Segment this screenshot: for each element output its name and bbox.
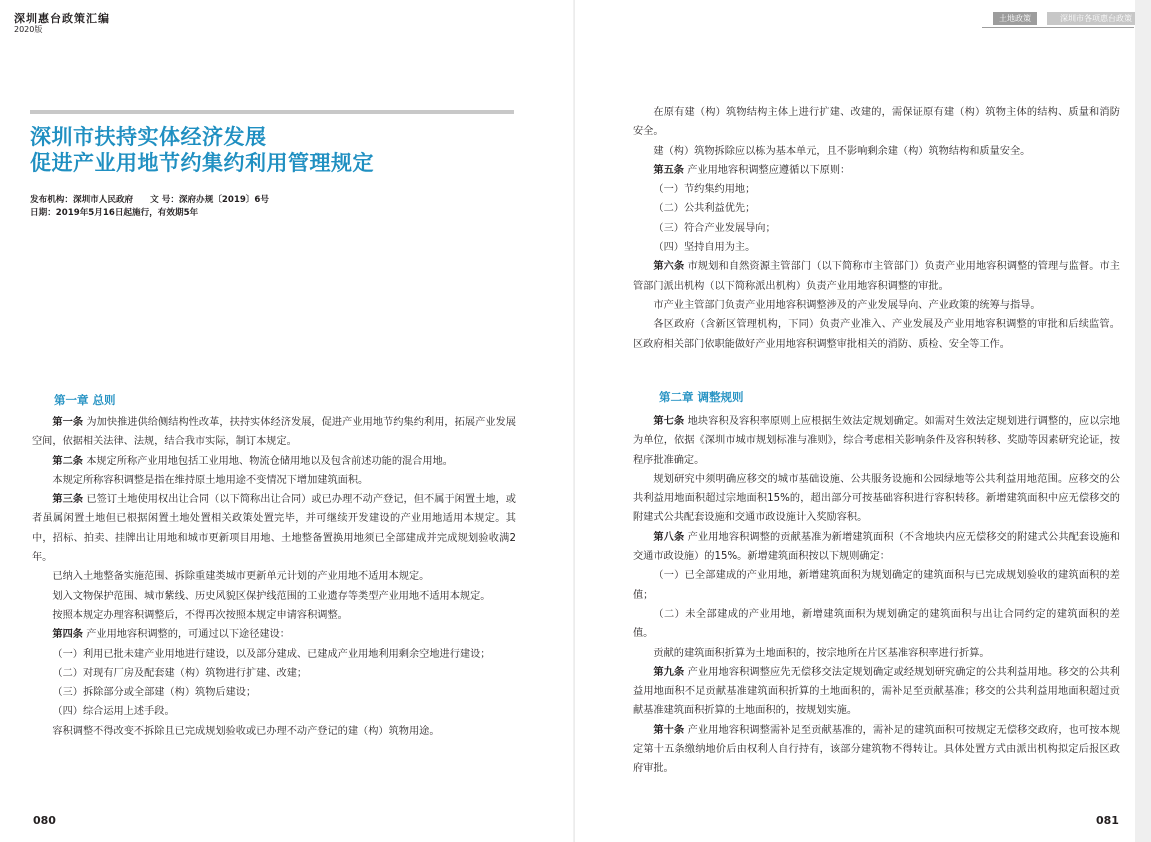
paragraph-text: （三）拆除部分或全部建（构）筑物后建设； [52, 687, 257, 699]
paragraph [633, 257, 1120, 296]
article-number: 第一条 [52, 417, 84, 428]
paragraph-text: 容积调整不得改变不拆除且已完成规划验收或已办理不动产登记的建（构）筑物用途。 [52, 725, 440, 737]
article-number: 第三条 [52, 494, 84, 506]
paragraph-text: 产业用地容积调整的，可通过以下途径建设： [86, 629, 290, 641]
paragraph [32, 702, 516, 721]
paragraph-text: 本规定所称产业用地包括工业用地、物流仓储用地以及包含前述功能的混合用地。 [86, 455, 453, 467]
paragraph [32, 722, 516, 741]
paragraph-text: （二）公共利益优先； [653, 203, 756, 215]
header-rule [982, 27, 1134, 28]
document-title [30, 124, 374, 176]
paragraph-text: （二）未全部建成的产业用地，新增建筑面积为规划确定的建筑面积与出让合同约定的建筑面积的差值。 [633, 608, 1120, 640]
paragraph [633, 161, 1120, 180]
right-top-body [633, 103, 1120, 354]
paragraph-text: 产业用地容积调整需补足至贡献基准的，需补足的建筑面积可按规定无偿移交政府，也可按本规定第十五条缴纳地价后由权利人自行持有，该部分建筑物不得转让。具体处置方式由派出机构拟定后报区政府审批。 [633, 724, 1120, 775]
paragraph-text: 本规定所称容积调整是指在维持原土地用途不变情况下增加建筑面积。 [52, 474, 369, 486]
paragraph [633, 644, 1120, 663]
subcategory-tag: 深圳市各项惠台政策 [1047, 12, 1145, 25]
paragraph [633, 663, 1120, 721]
paragraph-text: （二）对现有厂房及配套建（构）筑物进行扩建、改建； [52, 667, 308, 679]
paragraph-text: 贡献的建筑面积折算为土地面积的，按宗地所在片区基准容积率进行折算。 [653, 647, 990, 659]
paragraph-text: （一）利用已批未建产业用地进行建设，以及部分建成、已建成产业用地利用剩余空地进行建设； [52, 648, 491, 660]
paragraph [32, 683, 516, 702]
paragraph-text: 按照本规定办理容积调整后，不得再次按照本规定申请容积调整。 [52, 609, 348, 621]
paragraph-text: 规划研究中须明确应移交的城市基础设施、公共服务设施和公园绿地等公共利益用地范围。应移交的公共利益用地面积超过宗地面积15%的，超出部分可按基础容积进行容积转移。新增建筑面积中应无偿移交的附建式公共配套设施和交通市政设施计入奖励容积。 [633, 473, 1120, 524]
paragraph-text: 产业用地容积调整应遵循以下原则： [687, 164, 851, 176]
paragraph [633, 566, 1120, 605]
paragraph-text: 在原有建（构）筑物结构主体上进行扩建、改建的，需保证原有建（构）筑物主体的结构、质量和消防安全。 [633, 107, 1120, 138]
paragraph-text: （一）节约集约用地； [653, 184, 756, 196]
chapter2-body [633, 412, 1120, 779]
paragraph [633, 412, 1120, 470]
paragraph-text: 市产业主管部门负责产业用地容积调整涉及的产业发展导向、产业政策的统筹与指导。 [653, 299, 1041, 311]
document-title-line1: 深圳市扶持实体经济发展 [30, 125, 267, 149]
paragraph [633, 605, 1120, 644]
paragraph [32, 413, 516, 452]
paragraph [32, 490, 516, 567]
paragraph-text: （三）符合产业发展导向； [653, 222, 776, 234]
paragraph [32, 645, 516, 664]
category-tag: 土地政策 [993, 12, 1037, 25]
article-number: 第五条 [653, 164, 684, 176]
document-meta-issuer-row [30, 193, 283, 205]
paragraph-text: 产业用地容积调整应先无偿移交法定规划确定或经规划研究确定的公共利益用地。移交的公共利益用地面积不足贡献基准建筑面积折算的土地面积的，需补足至贡献基准；移交的公共利益用地面积超过贡献基准建筑面积折算的土地面积的，按规划实施。 [633, 666, 1120, 717]
paragraph-text: （四）综合运用上述手段。 [52, 706, 175, 718]
chapter2-heading: 第二章 调整规则 [659, 390, 744, 404]
paragraph [32, 606, 516, 625]
page-edge [1135, 0, 1151, 842]
paragraph [633, 528, 1120, 567]
paragraph-text: 各区政府（含新区管理机构，下同）负责产业准入、产业发展及产业用地容积调整的审批和后续监管。区政府相关部门依职能做好产业用地容积调整审批相关的消防、质检、安全等工作。 [633, 319, 1120, 350]
paragraph [32, 471, 516, 490]
document-issuer: 发布机构：深圳市人民政府 [30, 195, 134, 205]
book-title: 深圳惠台政策汇编 [14, 12, 110, 25]
paragraph [32, 587, 516, 606]
paragraph [633, 238, 1120, 257]
paragraph [32, 567, 516, 586]
page-number-left: 080 [33, 814, 56, 827]
article-number: 第十条 [653, 724, 685, 736]
left-page [0, 0, 575, 842]
paragraph-text: 已纳入土地整备实施范围、拆除重建类城市更新单元计划的产业用地不适用本规定。 [52, 571, 430, 583]
paragraph [633, 296, 1120, 315]
paragraph-text: 产业用地容积调整的贡献基准为新增建筑面积（不含地块内应无偿移交的附建式公共配套设施和交通市政设施）的15%。新增建筑面积按以下规则确定： [633, 531, 1120, 563]
paragraph [633, 219, 1120, 238]
page-number-right: 081 [1096, 814, 1119, 827]
paragraph [633, 470, 1120, 528]
paragraph [32, 625, 516, 644]
paragraph [633, 142, 1120, 161]
article-number: 第六条 [653, 261, 685, 273]
article-number: 第二条 [52, 455, 83, 467]
paragraph-text: 地块容积及容积率原则上应根据生效法定规划确定。如需对生效法定规划进行调整的，应以宗地为单位，依据《深圳市城市规划标准与准则》，综合考虑相关影响条件及容积转移、奖励等因素研究论证，按程序批准确定。 [633, 416, 1120, 466]
article-number: 第九条 [653, 666, 685, 678]
paragraph [633, 199, 1120, 218]
chapter1-body [32, 413, 516, 741]
paragraph-text: 建（构）筑物拆除应以栋为基本单元，且不影响剩余建（构）筑物结构和质量安全。 [653, 145, 1031, 157]
article-number: 第四条 [52, 629, 83, 641]
paragraph-text: （一）已全部建成的产业用地，新增建筑面积为规划确定的建筑面积与已完成规划验收的建筑面积的差值； [633, 570, 1120, 601]
document-date: 日期：2019年5月16日起施行，有效期5年 [30, 208, 199, 218]
paragraph [32, 452, 516, 471]
document-number: 文 号：深府办规〔2019〕6号 [150, 195, 269, 205]
paragraph [633, 180, 1120, 199]
article-number: 第七条 [653, 416, 685, 427]
paragraph-text: 为加快推进供给侧结构性改革，扶持实体经济发展，促进产业用地节约集约利用，拓展产业发展空间，依据相关法律、法规，结合我市实际，制订本规定。 [32, 417, 516, 448]
paragraph-text: 划入文物保护范围、城市紫线、历史风貌区保护线范围的工业遗存等类型产业用地不适用本规定。 [52, 590, 491, 602]
paragraph [633, 721, 1120, 779]
book-year: 2020版 [14, 25, 43, 34]
paragraph-text: 已签订土地使用权出让合同（以下简称出让合同）或已办理不动产登记，但不属于闲置土地，或者虽属闲置土地但已根据闲置土地处置相关政策处置完毕，并可继续开发建设的产业用地适用本规定。其中，招标、拍卖、挂牌出让用地和城市更新项目用地、土地整备置换用地须已全部建成并完成规划验收满2年。 [32, 494, 516, 564]
paragraph-text: 市规划和自然资源主管部门（以下简称市主管部门）负责产业用地容积调整的管理与监督。市主管部门派出机构（以下简称派出机构）负责产业用地容积调整的审批。 [633, 261, 1120, 292]
paragraph [633, 103, 1120, 142]
paragraph-text: （四）坚持自用为主。 [653, 242, 756, 254]
paragraph [32, 664, 516, 683]
chapter1-heading: 第一章 总则 [54, 393, 116, 407]
paragraph [633, 315, 1120, 354]
document-title-line2: 促进产业用地节约集约利用管理规定 [30, 151, 374, 175]
article-number: 第八条 [653, 531, 685, 543]
title-rule [30, 110, 514, 114]
